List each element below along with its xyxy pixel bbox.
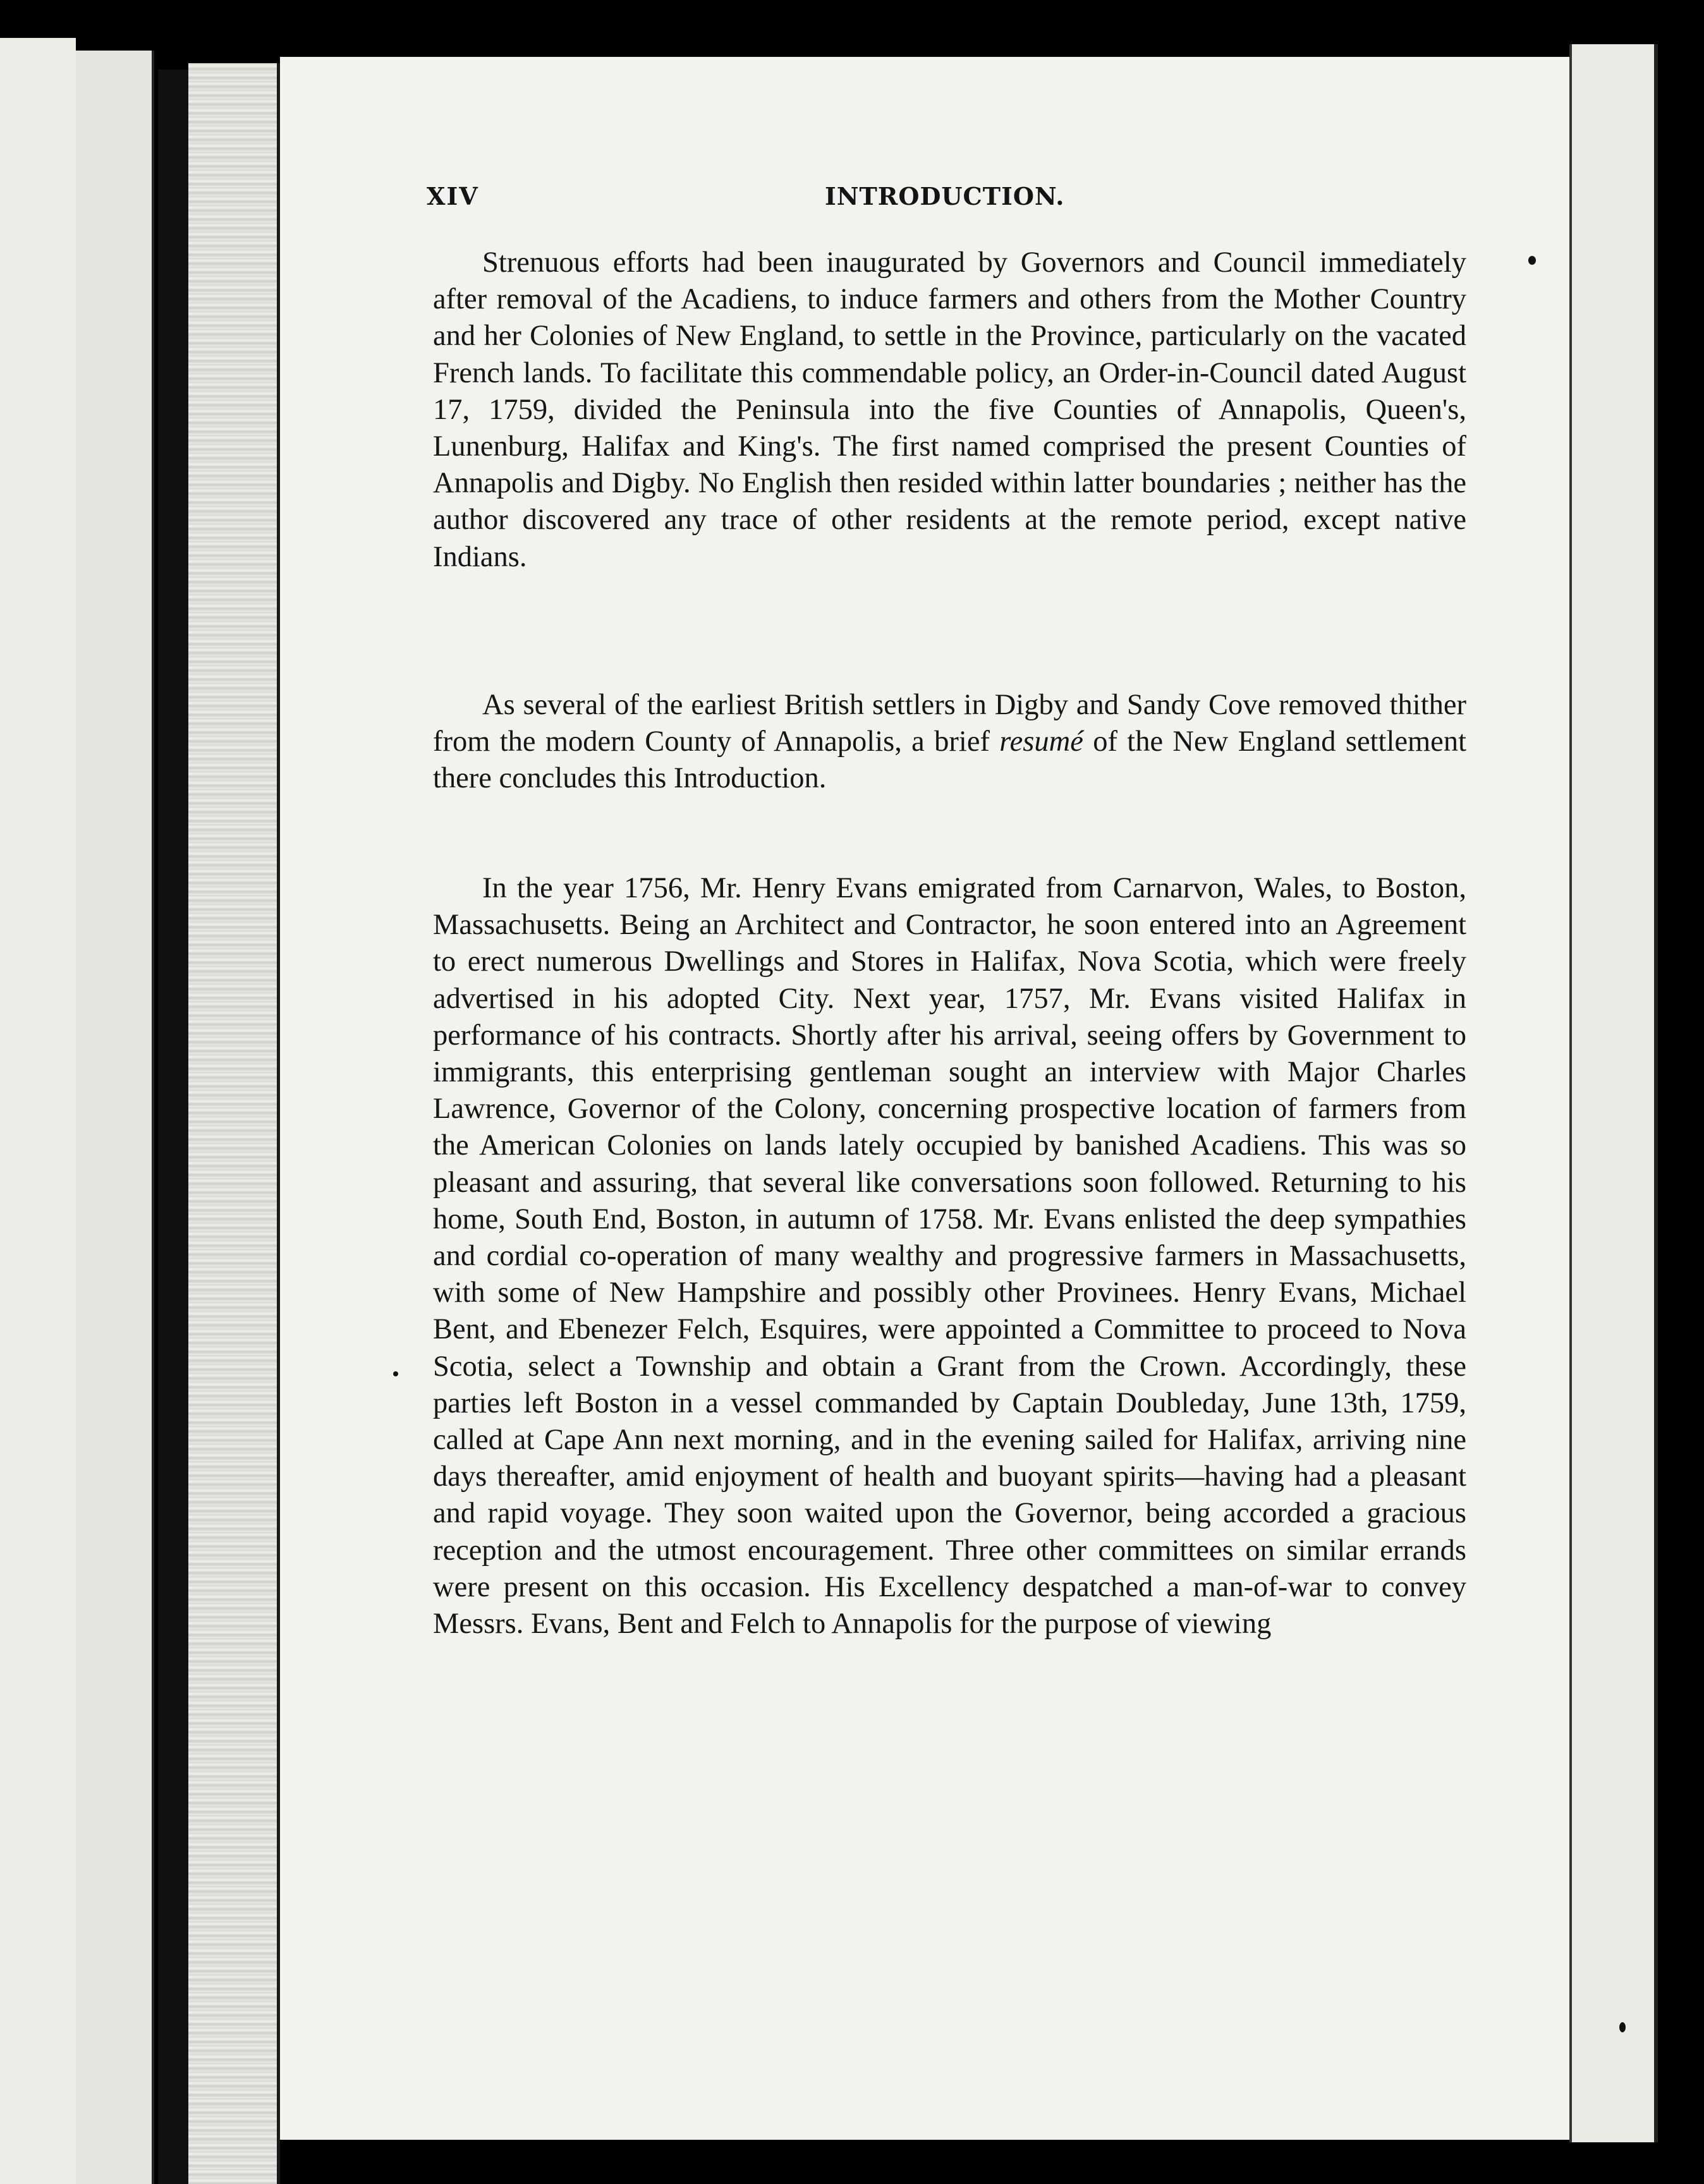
ink-speck	[1528, 256, 1536, 265]
ink-speck	[1619, 2022, 1626, 2032]
paragraph-1	[433, 245, 1466, 576]
page-fold-strip	[76, 51, 154, 2184]
previous-page-edge	[0, 38, 76, 2184]
paragraph-text-start: As several of the earliest British settlers in Digby and Sandy Cove removed thither from the modern County of Annapolis, a brief	[433, 689, 1466, 758]
paragraph-text: Strenuous efforts had been inaugurated by Governors and Council immediately after removal of the Acadiens, to induce farmers and others from the Mother Country and her Colonies of New England, to settle in the Province, particularly on the vacated French lands. To facilitate this commendable policy, an Order-in-Council dated August 17, 1759, divided the Peninsula into the five Counties of Annapolis, Queen's, Lunenburg, Halifax and King's. The first named comprised the present Counties of Annapolis and Digby. No English then resided within latter boundaries ; neither has the author discovered any trace of other residents at the remote period, except native Indians.	[433, 246, 1466, 573]
binding-shadow	[158, 70, 188, 2184]
emphasis-word: resumé	[999, 725, 1083, 758]
running-head: INTRODUCTION.	[825, 182, 1065, 210]
paragraph-3	[433, 870, 1466, 1642]
page-number: XIV	[427, 182, 479, 210]
paragraph-text-end: of the New England settlement there concludes this Introduction.	[433, 725, 1466, 795]
paragraph-text: In the year 1756, Mr. Henry Evans emigrated from Carnarvon, Wales, to Boston, Massachusetts. Being an Architect and Contractor, he soon entered into an Agreement to erect numerous Dwellings and Stores in Halifax, Nova Scotia, which were freely advertised in his adopted City. Next year, 1757, Mr. Evans visited Halifax in performance of his contracts. Shortly after his arrival, seeing offers by Government to immigrants, this enterprising gentleman sought an interview with Major Charles Lawrence, Governor of the Colony, concerning prospective location of farmers from the American Colonies on lands lately occupied by banished Acadiens. This was so pleasant and assuring, that several like conversations soon followed. Returning to his home, South End, Boston, in autumn of 1758. Mr. Evans enlisted the deep sympathies and cordial co-operation of many wealthy and progressive farmers in Massachusetts, with some of New Hampshire and possibly other Provinees. Henry Evans, Michael Bent, and Ebenezer Felch, Esquires, were appointed a Committee to proceed to Nova Scotia, select a Township and obtain a Grant from the Crown. Accordingly, these parties left Boston in a vessel commanded by Captain Doubleday, June 13th, 1759, called at Cape Ann next morning, and in the evening sailed for Halifax, arriving nine days thereafter, amid enjoyment of health and buoyant spirits—having had a pleasant and rapid voyage. They soon waited upon the Governor, being accorded a gracious reception and the utmost encouragement. Three other committees on similar errands were present on this occasion. His Excellency despatched a man-of-war to convey Messrs. Evans, Bent and Felch to Annapolis for the purpose of viewing	[433, 872, 1466, 1641]
ink-speck	[393, 1371, 398, 1376]
paragraph-2	[433, 687, 1466, 798]
paragraph-text	[433, 687, 1466, 798]
next-page-edge	[1569, 44, 1658, 2142]
page-gutter	[188, 63, 280, 2184]
page-header	[427, 182, 1476, 220]
